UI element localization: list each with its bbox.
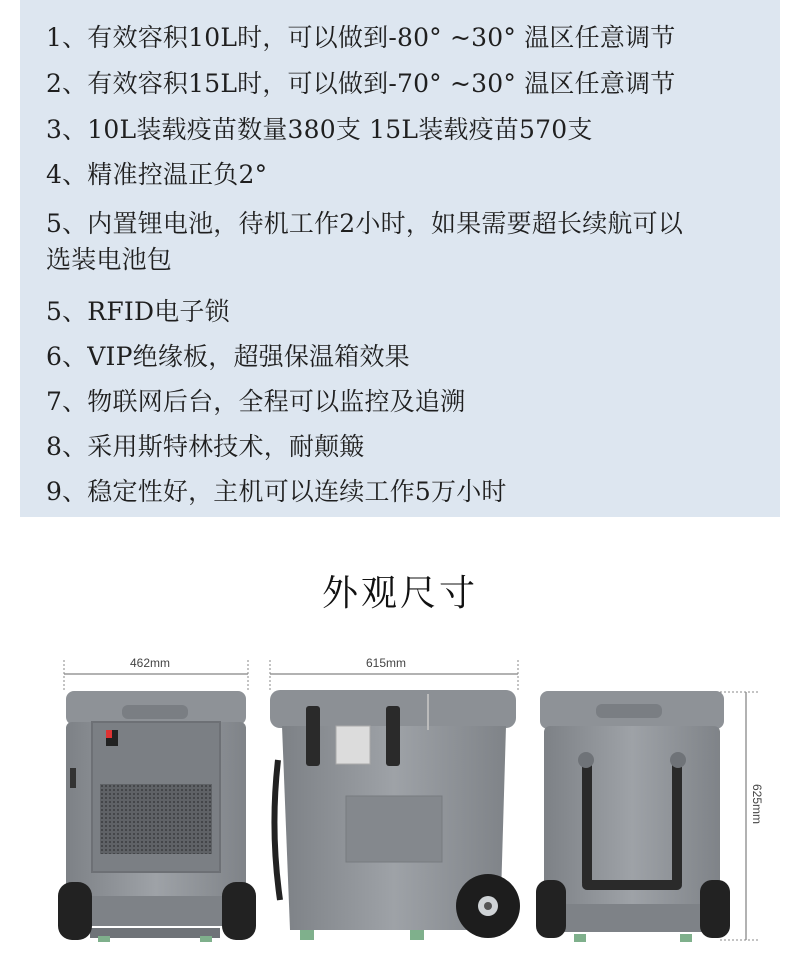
spec-line: 4、精准控温正负2° [46,160,268,189]
spec-line: 8、采用斯特林技术，耐颠簸 [46,432,365,461]
spec-line: 5、内置锂电池，待机工作2小时，如果需要超长续航可以 [46,209,684,238]
back-view [58,660,256,942]
width-back-label: 462mm [130,656,171,670]
spec-line: 6、VIP绝缘板，超强保温箱效果 [46,342,410,371]
side-view [270,660,520,940]
spec-line: 5、RFID电子锁 [46,297,230,326]
spec-line: 2、有效容积15L时，可以做到-70° ~30° 温区任意调节 [46,69,676,98]
height-label: 625mm [750,784,764,825]
spec-line: 9、稳定性好，主机可以连续工作5万小时 [46,477,507,506]
spec-line: 3、10L装载疫苗数量380支 15L装载疫苗570支 [46,115,593,144]
section-title: 外观尺寸 [321,573,478,614]
spec-line: 7、物联网后台，全程可以监控及追溯 [46,387,466,416]
handle-view [536,691,760,942]
spec-line: 1、有效容积10L时，可以做到-80° ~30° 温区任意调节 [46,23,676,52]
width-side-label: 615mm [366,656,407,670]
spec-line: 选装电池包 [46,245,173,274]
